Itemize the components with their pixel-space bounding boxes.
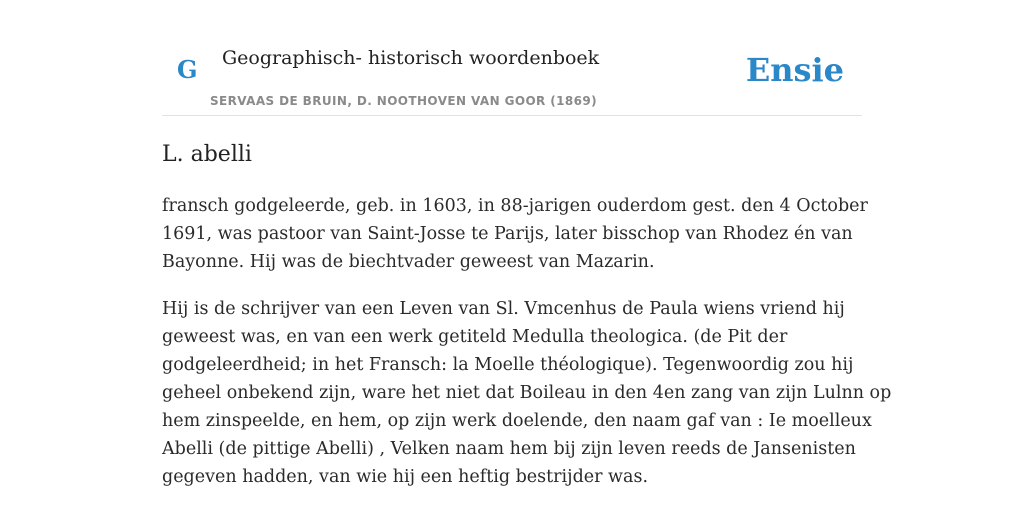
paragraph-line: geheel onbekend zijn, ware het niet dat Boileau in den 4en zang van zijn Lulnn op <box>162 383 892 403</box>
book-authors: SERVAAS DE BRUIN, D. NOOTHOVEN VAN GOOR (1869) <box>210 94 598 108</box>
paragraph-line: Hij is de schrijver van een Leven van Sl. Vmcenhus de Paula wiens vriend hij <box>162 299 845 319</box>
paragraph-line: godgeleerdheid; in het Fransch: la Moelle théologique). Tegenwoordig zou hij <box>162 355 854 375</box>
paragraph-line: Abelli (de pittige Abelli) , Velken naam hem bij zijn leven reeds de Jansenisten <box>162 439 856 459</box>
entry-paragraph <box>162 295 892 491</box>
ensie-logo[interactable]: Ensie <box>745 51 844 89</box>
paragraph-line: fransch godgeleerde, geb. in 1603, in 88-jarigen ouderdom gest. den 4 October <box>162 196 868 216</box>
page <box>162 0 892 487</box>
book-title[interactable]: Geographisch- historisch woordenboek <box>222 47 600 69</box>
entry-body <box>162 192 892 510</box>
letter-g-icon[interactable]: G <box>177 55 198 84</box>
header <box>162 0 862 116</box>
paragraph-line: gegeven hadden, van wie hij een heftig bestrijder was. <box>162 467 649 487</box>
paragraph-line: geweest was, en van een werk getiteld Medulla theologica. (de Pit der <box>162 327 788 347</box>
entry-paragraph <box>162 192 868 276</box>
paragraph-line: 1691, was pastoor van Saint-Josse te Parijs, later bisschop van Rhodez én van <box>162 224 853 244</box>
paragraph-line: Bayonne. Hij was de biechtvader geweest van Mazarin. <box>162 252 655 272</box>
entry-title: L. abelli <box>162 142 252 167</box>
paragraph-line: hem zinspeelde, en hem, op zijn werk doelende, den naam gaf van : Ie moelleux <box>162 411 872 431</box>
